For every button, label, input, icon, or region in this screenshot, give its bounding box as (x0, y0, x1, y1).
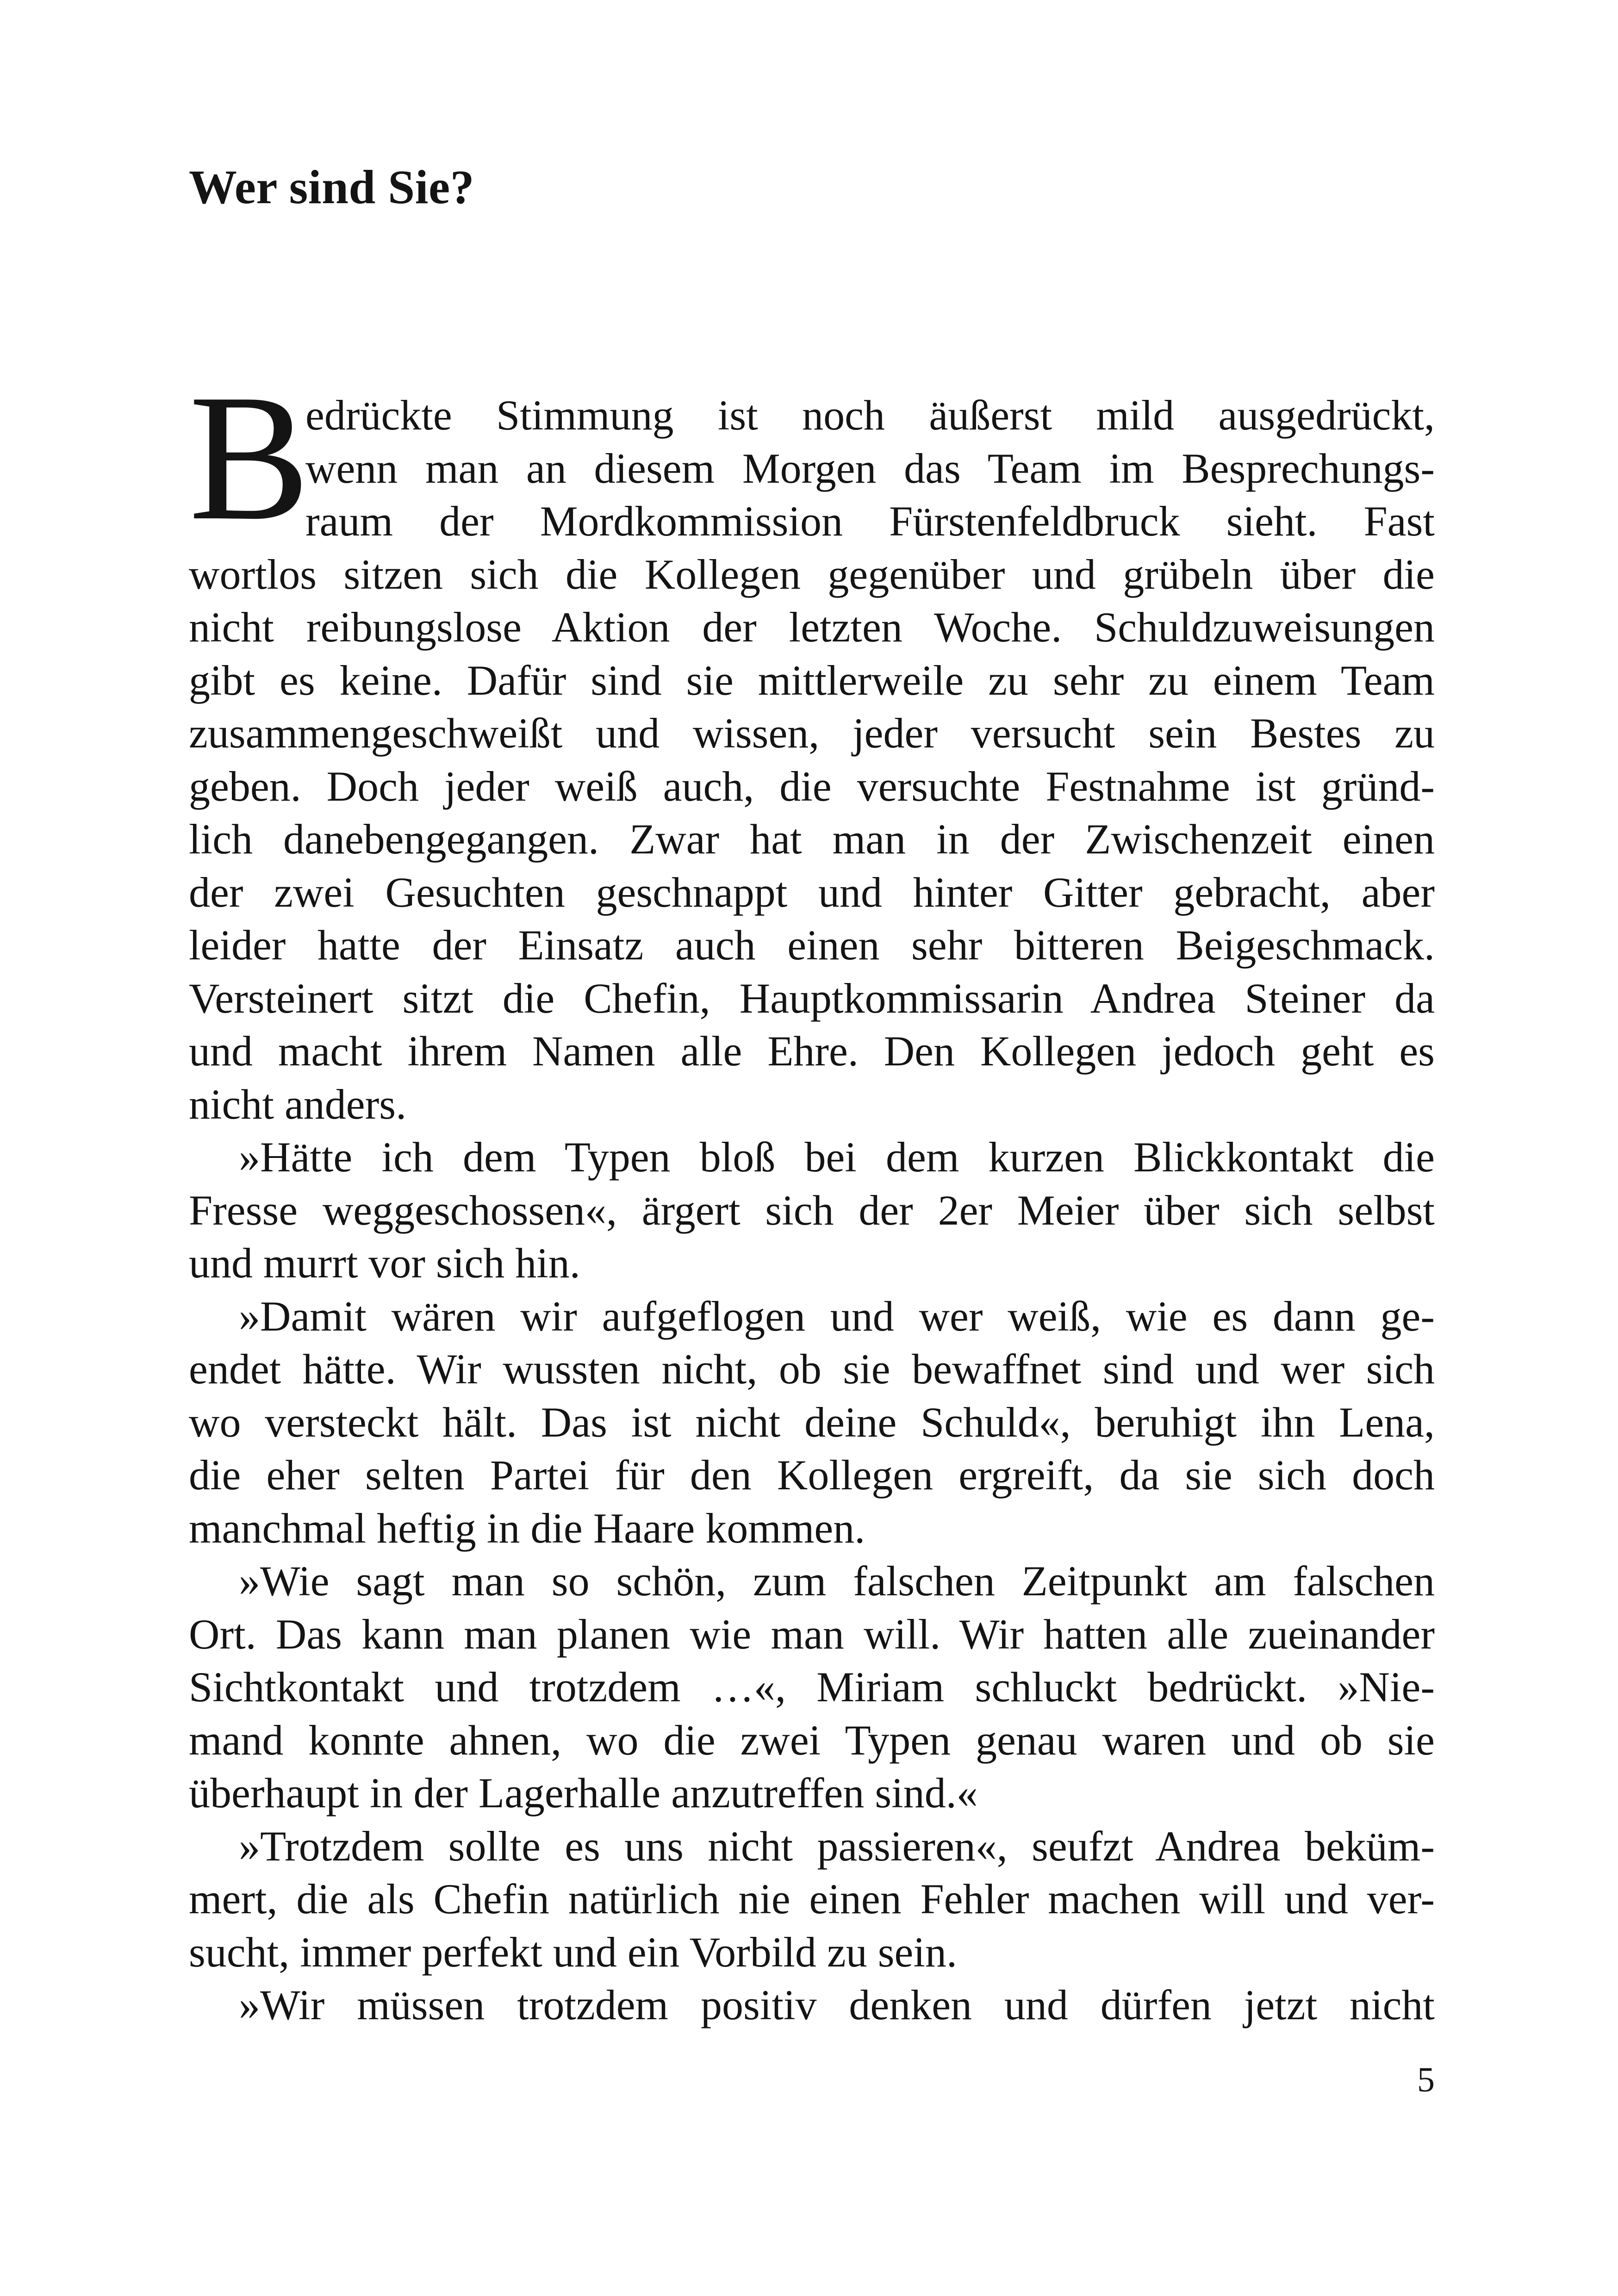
chapter-body-text (189, 389, 1435, 2032)
text-line: endet hätte. Wir wussten nicht, ob sie bewaffnet sind und wer sich (189, 1345, 1435, 1393)
text-line: »Hätte ich dem Typen bloß bei dem kurzen Blickkontakt die (239, 1133, 1435, 1181)
text-line: geben. Doch jeder weiß auch, die versuchte Festnahme ist gründ- (189, 762, 1435, 810)
text-line: »Trotzdem sollte es uns nicht passieren«, seufzt Andrea beküm- (239, 1822, 1435, 1870)
text-line: wenn man an diesem Morgen das Team im Besprechungs- (305, 444, 1435, 492)
text-line: »Wir müssen trotzdem positiv denken und dürfen jetzt nicht (239, 1981, 1435, 2028)
text-line: wortlos sitzen sich die Kollegen gegenüber und grübeln über die (189, 550, 1435, 598)
text-line: und murrt vor sich hin. (189, 1239, 580, 1287)
text-line: Fresse weggeschossen«, ärgert sich der 2er Meier über sich selbst (189, 1186, 1435, 1234)
text-line: »Wie sagt man so schön, zum falschen Zeitpunkt am falschen (239, 1557, 1435, 1605)
text-line: »Damit wären wir aufgeflogen und wer weiß, wie es dann ge- (239, 1292, 1435, 1340)
text-line: Ort. Das kann man planen wie man will. Wir hatten alle zueinander (189, 1610, 1435, 1658)
text-line: Sichtkontakt und trotzdem …«, Miriam schluckt bedrückt. »Nie- (189, 1663, 1435, 1711)
chapter-title: Wer sind Sie? (189, 161, 475, 214)
text-line: sucht, immer perfekt und ein Vorbild zu sein. (189, 1928, 957, 1976)
drop-cap-initial: B (189, 357, 310, 558)
text-line: gibt es keine. Dafür sind sie mittlerweile zu sehr zu einem Team (189, 656, 1435, 704)
text-line: die eher selten Partei für den Kollegen ergreift, da sie sich doch (189, 1451, 1435, 1499)
text-line: manchmal heftig in die Haare kommen. (189, 1504, 865, 1552)
text-line: überhaupt in der Lagerhalle anzutreffen sind.« (189, 1769, 978, 1817)
text-line: zusammengeschweißt und wissen, jeder versucht sein Bestes zu (189, 709, 1435, 757)
text-line: raum der Mordkommission Fürstenfeldbruck sieht. Fast (305, 498, 1435, 545)
text-line: mert, die als Chefin natürlich nie einen Fehler machen will und ver- (189, 1875, 1435, 1923)
page-number: 5 (1417, 2060, 1435, 2099)
text-line: Versteinert sitzt die Chefin, Hauptkommissarin Andrea Steiner da (189, 974, 1435, 1022)
text-line: nicht reibungslose Aktion der letzten Woche. Schuldzuweisungen (189, 604, 1435, 651)
text-line: und macht ihrem Namen alle Ehre. Den Kollegen jedoch geht es (189, 1027, 1435, 1075)
text-line: mand konnte ahnen, wo die zwei Typen genau waren und ob sie (189, 1716, 1435, 1764)
text-line: leider hatte der Einsatz auch einen sehr bitteren Beigeschmack. (189, 921, 1435, 969)
text-line: edrückte Stimmung ist noch äußerst mild ausgedrückt, (305, 392, 1435, 439)
text-line: nicht anders. (189, 1080, 407, 1128)
text-line: wo versteckt hält. Das ist nicht deine Schuld«, beruhigt ihn Lena, (189, 1398, 1435, 1446)
text-line: lich danebengegangen. Zwar hat man in der Zwischenzeit einen (189, 815, 1435, 863)
text-line: der zwei Gesuchten geschnappt und hinter Gitter gebracht, aber (189, 868, 1435, 916)
